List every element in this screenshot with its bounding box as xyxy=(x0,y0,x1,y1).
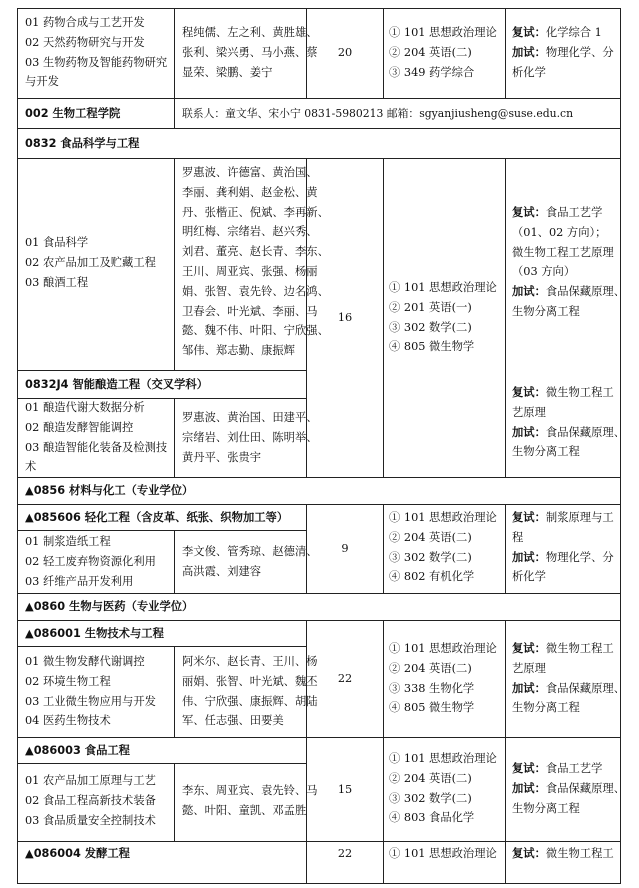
quota xyxy=(307,505,383,593)
exam-item: ① 101 思想政治理论 xyxy=(389,847,497,860)
field-title: ▲086001 生物技术与工程 xyxy=(25,626,164,640)
direction-item: 02 轻工废弃物资源化利用 xyxy=(25,554,156,568)
major-heading xyxy=(25,371,305,398)
rule xyxy=(505,737,506,841)
addtest-label: 加试： xyxy=(512,550,546,564)
retest-text: 析化学 xyxy=(512,65,546,79)
retest-text: 食品工艺学 xyxy=(545,206,603,219)
supervisors xyxy=(182,23,318,82)
rule xyxy=(174,398,175,477)
addtest-label: 加试： xyxy=(512,781,546,795)
direction-item: 03 生物药物及智能药物研究 xyxy=(25,55,168,69)
supervisors xyxy=(182,542,318,582)
direction-item: 03 酿造智能化装备及检测技 xyxy=(25,440,168,454)
exam-item: ① 101 思想政治理论 xyxy=(389,281,497,294)
retest-text: 制浆原理与工 xyxy=(545,511,614,524)
supervisor-line: 罗惠波、许德富、黄治国、 xyxy=(182,166,318,179)
field-heading xyxy=(25,505,305,530)
quota-value: 20 xyxy=(337,46,353,60)
retest-text: 食品保藏原理、 xyxy=(545,781,625,795)
retest-text: 生物分离工程 xyxy=(512,701,580,715)
direction-item: 03 酿酒工程 xyxy=(25,275,89,289)
major-heading xyxy=(25,129,615,158)
rule xyxy=(174,8,175,98)
rule xyxy=(17,841,621,842)
supervisor-line: 懿、叶阳、童凯、邓孟胜 xyxy=(182,803,307,817)
supervisors xyxy=(182,652,318,731)
retest-text: 微生物工程工 xyxy=(545,847,614,860)
degree-heading xyxy=(25,594,615,620)
retest-notes xyxy=(512,759,625,818)
direction-item: 01 农产品加工原理与工艺 xyxy=(25,774,156,787)
supervisors xyxy=(182,408,318,467)
retest-text: 食品保藏原理、 xyxy=(545,285,625,299)
quota xyxy=(307,621,383,737)
college-name-text: 002 生物工程学院 xyxy=(25,106,121,120)
retest-text: （03 方向） xyxy=(512,265,576,279)
direction-item: 与开发 xyxy=(25,75,59,89)
direction-item: 02 环境生物工程 xyxy=(25,674,111,688)
field-title: ▲086004 发酵工程 xyxy=(25,847,130,860)
rule xyxy=(505,841,506,884)
exam-item: ② 204 英语(二) xyxy=(389,45,472,59)
retest-label: 复试： xyxy=(512,642,546,655)
retest-label: 复试： xyxy=(512,847,546,860)
rule xyxy=(505,8,506,98)
rule xyxy=(383,504,384,593)
supervisor-line: 伟、宁欣强、康振辉、胡陆 xyxy=(182,694,318,708)
supervisor-line: 丽娟、张智、叶光斌、魏丕 xyxy=(182,674,318,688)
supervisor-line: 娟、张智、袁先铃、边名鸿、 xyxy=(182,284,329,298)
direction-item: 术 xyxy=(25,460,37,474)
direction-item: 03 纤维产品开发利用 xyxy=(25,574,134,588)
degree-heading xyxy=(25,478,615,504)
rule xyxy=(383,8,384,98)
rule xyxy=(505,158,506,477)
rule xyxy=(17,763,306,764)
rule xyxy=(620,8,621,884)
exam-item: ① 101 思想政治理论 xyxy=(389,26,497,39)
retest-text: 化学综合 1 xyxy=(545,26,602,39)
direction-item: 01 制浆造纸工程 xyxy=(25,535,111,548)
supervisor-line: 罗惠波、黄治国、田建平、 xyxy=(182,411,318,424)
direction-item: 01 药物合成与工艺开发 xyxy=(25,16,145,29)
supervisor-line: 显荣、梁鹏、姜宁 xyxy=(182,65,273,79)
supervisor-line: 丹、张楷正、倪斌、李再新、 xyxy=(182,205,329,219)
direction-item: 02 食品工程高新技术装备 xyxy=(25,793,156,807)
rule xyxy=(383,737,384,841)
exam-item: ① 101 思想政治理论 xyxy=(389,752,497,765)
contact-text: 联系人：童文华、宋小宁 0831-5980213 邮箱：sgyanjiusheng@suse.edu.cn xyxy=(182,106,574,120)
retest-label: 复试： xyxy=(512,386,546,399)
exam-item: ③ 302 数学(二) xyxy=(389,320,472,334)
exam-item: ① 101 思想政治理论 xyxy=(389,642,497,655)
research-directions xyxy=(25,13,173,92)
research-directions xyxy=(25,233,173,292)
retest-text: 生物分离工程 xyxy=(512,445,580,459)
exam-item: ② 204 英语(二) xyxy=(389,530,472,544)
rule xyxy=(17,646,306,647)
exam-item: ③ 338 生物化学 xyxy=(389,681,475,695)
direction-item: 03 工业微生物应用与开发 xyxy=(25,694,156,708)
rule xyxy=(383,620,384,737)
quota-value: 22 xyxy=(337,672,353,686)
retest-text: 程 xyxy=(512,530,524,544)
direction-item: 03 食品质量安全控制技术 xyxy=(25,813,156,827)
direction-item: 04 医药生物技术 xyxy=(25,714,111,728)
retest-text: 物理化学、分 xyxy=(545,45,614,59)
supervisor-line: 王川、周亚宾、张强、杨丽 xyxy=(182,264,318,278)
direction-item: 01 酿造代谢大数据分析 xyxy=(25,401,145,414)
retest-text: 微生物工程工 xyxy=(545,642,614,655)
rule xyxy=(174,763,175,841)
addtest-label: 加试： xyxy=(512,425,546,439)
exam-subjects xyxy=(389,278,504,357)
major-title: 0832J4 智能酿造工程（交叉学科） xyxy=(25,377,209,391)
supervisor-line: 黄丹平、张贵宇 xyxy=(182,450,262,464)
research-directions xyxy=(25,532,173,591)
rule xyxy=(17,530,306,531)
exam-item: ① 101 思想政治理论 xyxy=(389,511,497,524)
field-heading xyxy=(25,621,305,646)
degree-title: ▲0856 材料与化工（专业学位） xyxy=(25,484,194,498)
exam-item: ② 204 英语(二) xyxy=(389,661,472,675)
supervisor-line: 邹伟、郑志勤、康振辉 xyxy=(182,344,295,358)
exam-item: ④ 805 微生物学 xyxy=(389,701,475,715)
addtest-label: 加试： xyxy=(512,681,546,695)
rule xyxy=(174,530,175,593)
supervisor-line: 程纯儒、左之利、黄胜雄、 xyxy=(182,26,318,39)
college-contact xyxy=(182,99,618,128)
retest-notes xyxy=(512,639,625,718)
enrollment-catalog-table xyxy=(17,8,625,884)
exam-subjects xyxy=(389,749,504,828)
exam-item: ③ 349 药学综合 xyxy=(389,65,475,79)
research-directions xyxy=(25,771,173,830)
supervisor-line: 卫春会、叶光斌、李丽、马 xyxy=(182,304,318,318)
retest-text: 艺原理 xyxy=(512,661,546,675)
direction-item: 02 农产品加工及贮藏工程 xyxy=(25,255,156,269)
field-title: ▲086003 食品工程 xyxy=(25,743,130,757)
field-heading xyxy=(25,844,305,864)
supervisor-line: 高洪霞、刘建容 xyxy=(182,564,262,578)
supervisor-line: 李文俊、管秀琼、赵德清、 xyxy=(182,545,318,558)
supervisor-line: 宗绪岩、刘仕田、陈明举、 xyxy=(182,430,318,444)
retest-text: 物理化学、分 xyxy=(545,550,614,564)
exam-item: ② 204 英语(二) xyxy=(389,771,472,785)
rule xyxy=(174,646,175,737)
research-directions xyxy=(25,398,173,477)
supervisor-line: 张利、梁兴勇、马小燕、蔡 xyxy=(182,45,318,59)
field-heading xyxy=(25,738,305,763)
quota xyxy=(307,8,383,98)
rule xyxy=(17,8,18,884)
supervisor-line: 阿米尔、赵长青、王川、杨 xyxy=(182,655,318,668)
retest-text: 微生物工程工艺原理 xyxy=(512,245,614,259)
supervisor-line: 懿、魏不伟、叶阳、宁欣强、 xyxy=(182,324,329,338)
research-directions xyxy=(25,652,173,731)
quota-value: 9 xyxy=(341,542,349,556)
quota xyxy=(307,738,383,841)
direction-item: 02 酿造发酵智能调控 xyxy=(25,420,134,434)
direction-item: 01 微生物发酵代谢调控 xyxy=(25,655,145,668)
direction-item: 01 食品科学 xyxy=(25,236,89,249)
retest-label: 复试： xyxy=(512,762,546,775)
supervisors xyxy=(182,163,329,361)
retest-text: 食品保藏原理、 xyxy=(545,425,625,439)
rule xyxy=(174,158,175,370)
retest-label: 复试： xyxy=(512,511,546,524)
supervisor-line: 李东、周亚宾、袁先铃、马 xyxy=(182,784,318,797)
addtest-label: 加试： xyxy=(512,45,546,59)
supervisor-line: 军、任志强、田要美 xyxy=(182,714,284,728)
exam-item: ④ 803 食品化学 xyxy=(389,811,475,825)
quota-value: 16 xyxy=(337,311,353,325)
exam-subjects xyxy=(389,23,504,82)
retest-notes xyxy=(512,383,625,462)
supervisor-line: 李丽、龚利娟、赵金松、黄 xyxy=(182,185,318,199)
rule xyxy=(505,620,506,737)
rule xyxy=(17,883,621,884)
direction-item: 02 天然药物研究与开发 xyxy=(25,35,145,49)
retest-text: 食品保藏原理、 xyxy=(545,681,625,695)
retest-text: 艺原理 xyxy=(512,405,546,419)
retest-text: 微生物工程工 xyxy=(545,386,614,399)
supervisor-line: 明红梅、宗绪岩、赵兴秀、 xyxy=(182,225,318,239)
retest-notes xyxy=(512,508,618,587)
major-title: 0832 食品科学与工程 xyxy=(25,136,140,150)
rule xyxy=(505,504,506,593)
exam-subjects xyxy=(389,639,504,718)
quota-value: 22 xyxy=(337,847,353,860)
quota xyxy=(307,844,383,864)
retest-label: 复试： xyxy=(512,26,546,39)
rule xyxy=(383,841,384,884)
exam-item: ④ 805 微生物学 xyxy=(389,340,475,354)
exam-item: ② 201 英语(一) xyxy=(389,300,472,314)
exam-item: ④ 802 有机化学 xyxy=(389,570,475,584)
retest-text: 析化学 xyxy=(512,570,546,584)
retest-notes xyxy=(512,203,625,322)
exam-item: ③ 302 数学(二) xyxy=(389,791,472,805)
quota xyxy=(307,159,383,477)
supervisor-line: 刘君、董亮、赵长青、李东、 xyxy=(182,245,329,259)
exam-subjects xyxy=(389,508,504,587)
retest-notes xyxy=(512,23,618,82)
degree-title: ▲0860 生物与医药（专业学位） xyxy=(25,600,194,614)
retest-label: 复试： xyxy=(512,206,546,219)
retest-text: （01、02 方向）； xyxy=(512,225,607,239)
supervisors xyxy=(182,781,318,821)
rule xyxy=(174,98,175,128)
rule xyxy=(383,158,384,477)
retest-notes xyxy=(512,844,618,864)
addtest-label: 加试： xyxy=(512,285,546,299)
retest-text: 食品工艺学 xyxy=(545,762,603,775)
retest-text: 生物分离工程 xyxy=(512,801,580,815)
retest-text: 生物分离工程 xyxy=(512,304,580,318)
field-title: ▲085606 轻化工程（含皮革、纸张、织物加工等） xyxy=(25,510,289,524)
exam-item: ③ 302 数学(二) xyxy=(389,550,472,564)
exam-subjects xyxy=(389,844,504,864)
quota-value: 15 xyxy=(337,782,353,796)
college-name xyxy=(25,99,173,128)
